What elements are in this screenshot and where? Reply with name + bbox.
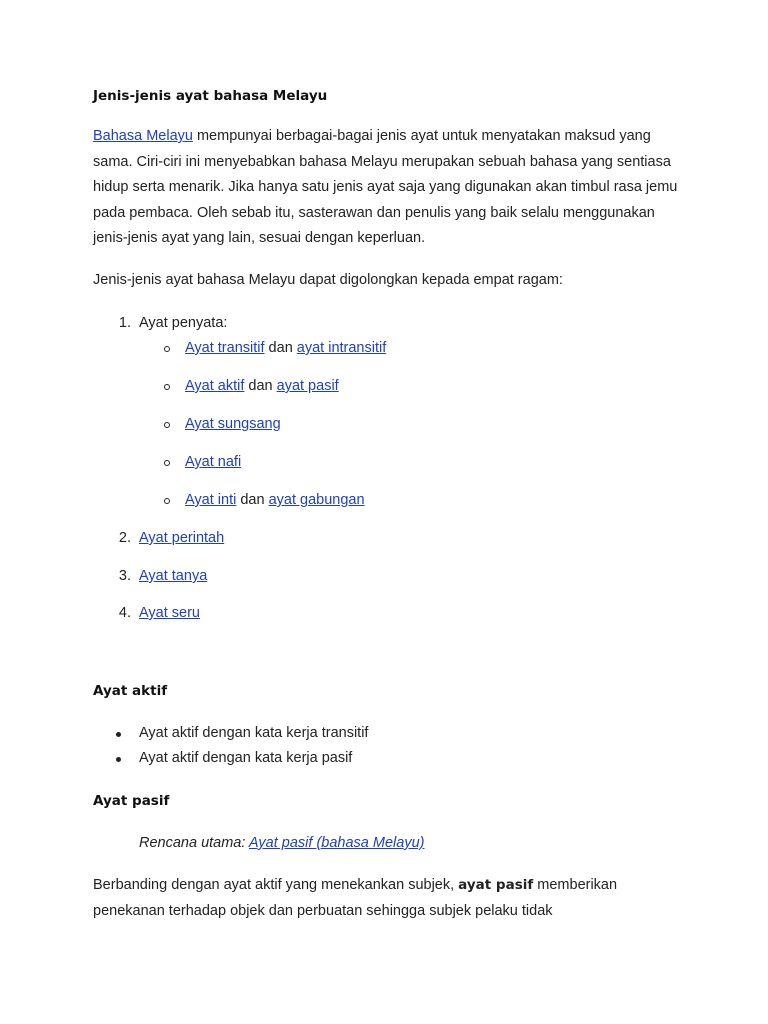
bullet-item: Ayat aktif dengan kata kerja transitif [139,725,369,741]
link-ayat-pasif-bahasa-melayu[interactable]: Ayat pasif (bahasa Melayu) [248,835,425,851]
sub-item-sungsang [185,416,281,432]
section-heading-ayat-aktif: Ayat aktif [93,683,168,699]
link-ayat-tanya[interactable]: Ayat tanya [139,568,208,584]
link-ayat-aktif[interactable]: Ayat aktif [185,378,245,394]
circle-bullet-icon [164,384,170,390]
list-number: 4. [118,605,131,621]
list-item-ayat-penyata: Ayat penyata: [139,315,228,331]
intro-text: mempunyai berbagai-bagai jenis ayat untuk menyatakan maksud yang sama. Ciri-ciri ini menyebabkan bahasa Melayu merupakan sebuah bahasa yang sentiasa hidup serta menarik. Jika hanya satu jenis ayat saja yang digunakan akan timbul rasa jemu pada pembaca. Oleh sebab itu, sasterawan dan penulis yang baik selalu menggunakan jenis-jenis ayat yang lain, sesuai dengan keperluan. [93,128,678,246]
sub-item-aktif-pasif [185,378,339,394]
list-number: 3. [118,568,131,584]
sub-item-inti-gabungan [185,492,365,508]
disc-bullet-icon [116,757,121,762]
circle-bullet-icon [164,346,170,352]
sub-item-separator: dan [264,340,297,356]
list-number: 1. [118,315,131,331]
disc-bullet-icon [116,732,121,737]
main-article-label: Rencana utama: [139,835,249,851]
link-ayat-nafi[interactable]: Ayat nafi [185,454,242,470]
classify-paragraph: Jenis-jenis ayat bahasa Melayu dapat digolongkan kepada empat ragam: [93,272,563,288]
circle-bullet-icon [164,498,170,504]
sub-item-nafi [185,454,241,470]
page-title: Jenis-jenis ayat bahasa Melayu [93,88,328,104]
list-number: 2. [118,530,131,546]
link-ayat-transitif[interactable]: Ayat transitif [185,340,265,356]
sub-item-separator: dan [244,378,277,394]
main-article-note [139,835,424,851]
pasif-bold-term: ayat pasif [458,877,534,893]
link-ayat-pasif[interactable]: ayat pasif [276,378,339,394]
sub-item-transitif [185,340,386,356]
pasif-paragraph [93,873,683,924]
link-ayat-intransitif[interactable]: ayat intransitif [296,340,387,356]
link-ayat-gabungan[interactable]: ayat gabungan [268,492,365,508]
link-ayat-perintah[interactable]: Ayat perintah [139,530,225,546]
link-ayat-sungsang[interactable]: Ayat sungsang [185,416,281,432]
pasif-text-rest: memberikan penekanan terhadap objek dan perbuatan sehingga subjek pelaku tidak [93,877,618,919]
link-ayat-inti[interactable]: Ayat inti [185,492,237,508]
section-heading-ayat-pasif: Ayat pasif [93,793,170,809]
sub-item-separator: dan [236,492,269,508]
bullet-item: Ayat aktif dengan kata kerja pasif [139,750,353,766]
circle-bullet-icon [164,460,170,466]
circle-bullet-icon [164,422,170,428]
intro-paragraph [93,124,683,252]
pasif-text-start: Berbanding dengan ayat aktif yang menekankan subjek, [93,877,459,893]
link-ayat-seru[interactable]: Ayat seru [139,605,200,621]
link-bahasa-melayu[interactable]: Bahasa Melayu [93,128,193,144]
